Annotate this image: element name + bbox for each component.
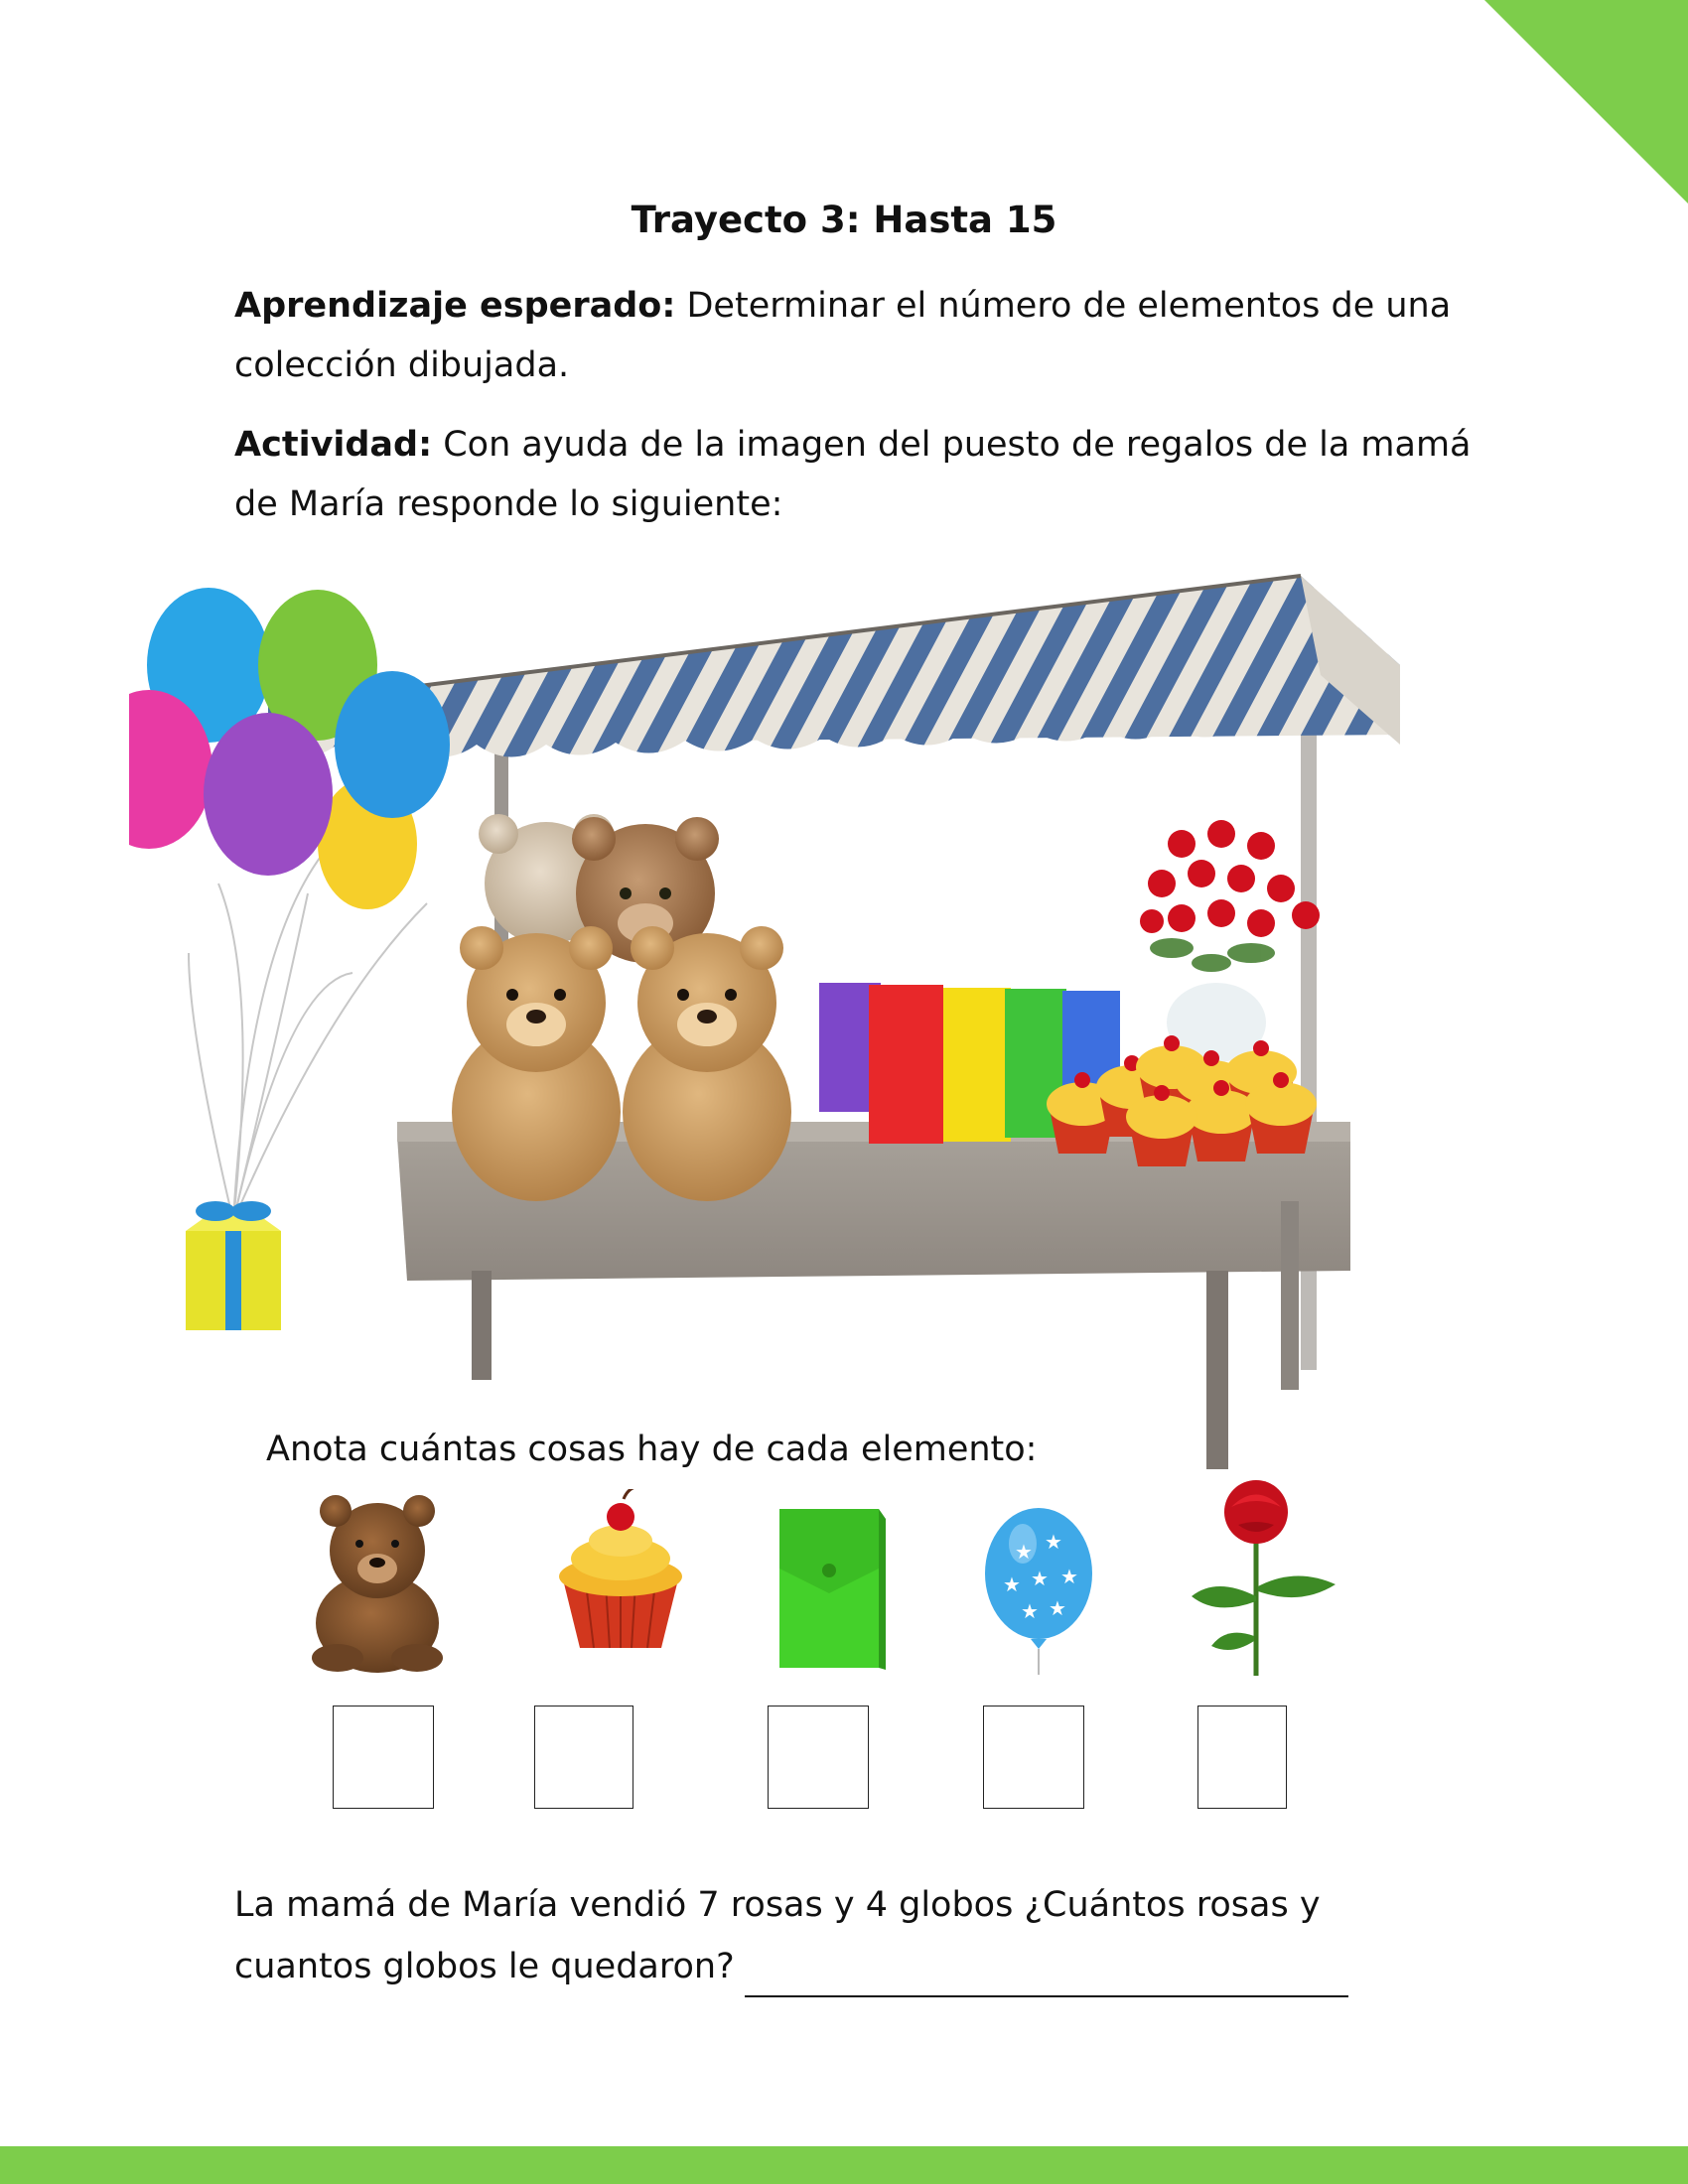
svg-text:★: ★ bbox=[1060, 1565, 1078, 1588]
svg-text:★: ★ bbox=[1021, 1599, 1039, 1623]
activity-text: Con ayuda de la imagen del puesto de regalos de la mamá de María responde lo siguiente: bbox=[234, 425, 1472, 524]
page-title: Trayecto 3: Hasta 15 bbox=[631, 199, 1057, 241]
answer-box-cupcakes[interactable] bbox=[534, 1706, 633, 1809]
cupcake-icon bbox=[556, 1489, 685, 1648]
svg-text:★: ★ bbox=[1049, 1596, 1066, 1620]
gift-bag-icon bbox=[774, 1499, 889, 1673]
bottom-bar bbox=[0, 2146, 1688, 2184]
learning-objective bbox=[234, 276, 1485, 395]
activity-instructions bbox=[234, 415, 1485, 534]
answer-line[interactable] bbox=[745, 1956, 1348, 1997]
learning-objective-text: Determinar el número de elementos de una colección dibujada. bbox=[234, 286, 1452, 385]
svg-text:★: ★ bbox=[1015, 1540, 1033, 1564]
balloon-icon bbox=[983, 1504, 1094, 1678]
answer-box-bags[interactable] bbox=[768, 1706, 869, 1809]
svg-text:★: ★ bbox=[1045, 1530, 1062, 1554]
svg-text:★: ★ bbox=[1003, 1572, 1021, 1596]
svg-text:★: ★ bbox=[1031, 1567, 1049, 1590]
learning-objective-label: Aprendizaje esperado: bbox=[234, 286, 676, 326]
rose-icon bbox=[1187, 1477, 1345, 1676]
teddy-bear-icon bbox=[298, 1489, 457, 1673]
corner-decoration bbox=[1484, 0, 1688, 204]
question bbox=[234, 1874, 1466, 1997]
answer-box-balloons[interactable] bbox=[983, 1706, 1084, 1809]
count-instruction: Anota cuántas cosas hay de cada elemento: bbox=[266, 1430, 1038, 1469]
answer-box-roses[interactable] bbox=[1197, 1706, 1287, 1809]
answer-box-bears[interactable] bbox=[333, 1706, 434, 1809]
gift-stall-illustration bbox=[129, 556, 1420, 1479]
activity-label: Actividad: bbox=[234, 425, 433, 465]
question-text: La mamá de María vendió 7 rosas y 4 globos ¿Cuántos rosas y cuantos globos le quedaron? bbox=[234, 1885, 1321, 1986]
